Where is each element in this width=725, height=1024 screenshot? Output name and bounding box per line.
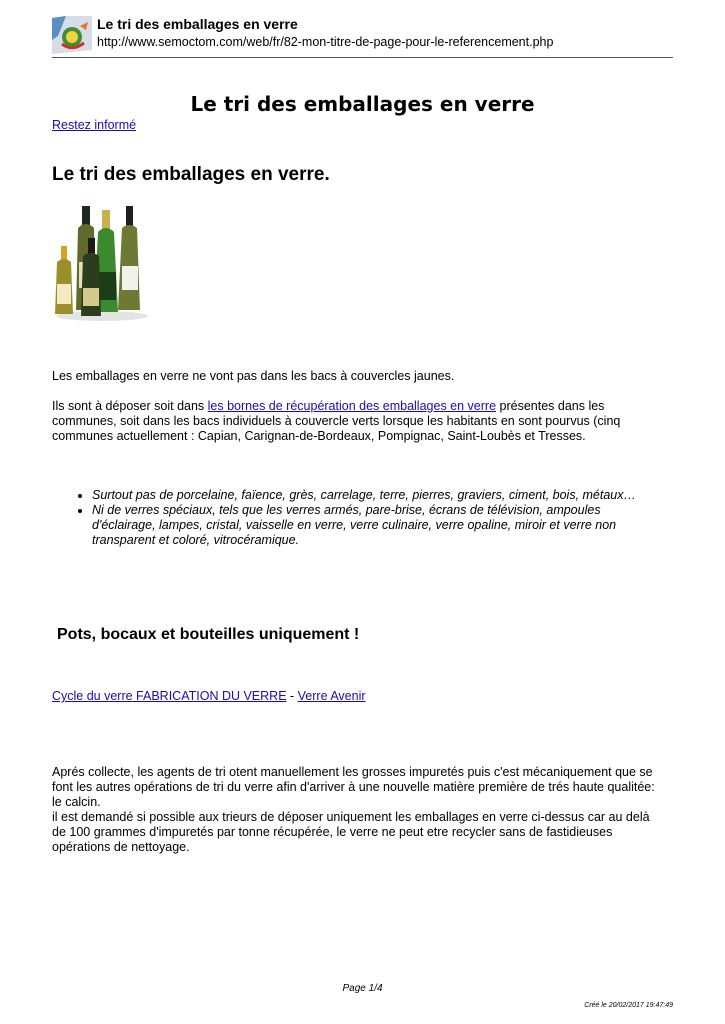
wine-bottles-image bbox=[52, 200, 152, 322]
paragraph-2 bbox=[52, 399, 662, 444]
list-item: • Surtout pas de porcelaine, faïence, grès, carrelage, terre, pierres, graviers, ciment, bois, métaux… bbox=[92, 488, 662, 503]
verre-avenir-link[interactable]: Verre Avenir bbox=[297, 689, 366, 703]
header-title: Le tri des emballages en verre bbox=[97, 16, 298, 32]
created-date: Créé le 20/02/2017 19:47:49 bbox=[584, 1002, 673, 1009]
cycle-du-verre-link[interactable]: Cycle du verre FABRICATION DU VERRE bbox=[52, 689, 287, 703]
paragraph-3: Aprés collecte, les agents de tri otent manuellement les grosses impuretés puis c'est mécaniquement que se font les autres opérations de tri du verre afin d'arriver à une nouvelle matière première de trés haute qualitée: le calcin. bbox=[52, 765, 655, 809]
header-divider bbox=[52, 57, 673, 58]
links-separator: - bbox=[286, 689, 298, 703]
links-line bbox=[52, 689, 366, 703]
list-item: • Ni de verres spéciaux, tels que les verres armés, pare-brise, écrans de télévision, ampoules d'éclairage, lampes, cristal, vaisselle en verre, verre culinaire, verre opaline, miroir et verre non transparent et coloré, vitrocéramique. bbox=[92, 503, 662, 548]
bornes-recuperation-link[interactable]: les bornes de récupération des emballages en verre bbox=[207, 399, 497, 413]
page-title: Le tri des emballages en verre bbox=[190, 92, 535, 116]
exclusions-list bbox=[52, 488, 662, 548]
header-url: http://www.semoctom.com/web/fr/82-mon-titre-de-page-pour-le-referencement.php bbox=[97, 35, 554, 49]
paragraph-1: Les emballages en verre ne vont pas dans les bacs à couvercles jaunes. bbox=[52, 369, 455, 383]
restez-informe-link[interactable]: Restez informé bbox=[52, 118, 137, 132]
page-number: Page 1/4 bbox=[342, 983, 383, 994]
paragraph-4: il est demandé si possible aux trieurs de déposer uniquement les emballages en verre ci-dessus car au delà de 100 grammes d'impuretés par tonne récupérée, le verre ne peut etre recycler sans de fastidieuses opérations de nettoyage. bbox=[52, 810, 650, 854]
paragraph-2-before: Ils sont à déposer soit dans bbox=[52, 399, 208, 413]
semoctom-logo-icon bbox=[52, 16, 92, 54]
section-heading: Le tri des emballages en verre. bbox=[52, 164, 330, 185]
subheading: Pots, bocaux et bouteilles uniquement ! bbox=[57, 626, 360, 643]
paragraph-2-after: présentes dans les communes, soit dans les bacs individuels à couvercle verts lorsque les habitants en sont pourvus (cinq communes actuellement : Capian, Carignan-de-Bordeaux, Pompignac, Saint-Loubès et Tresses. bbox=[52, 399, 621, 443]
